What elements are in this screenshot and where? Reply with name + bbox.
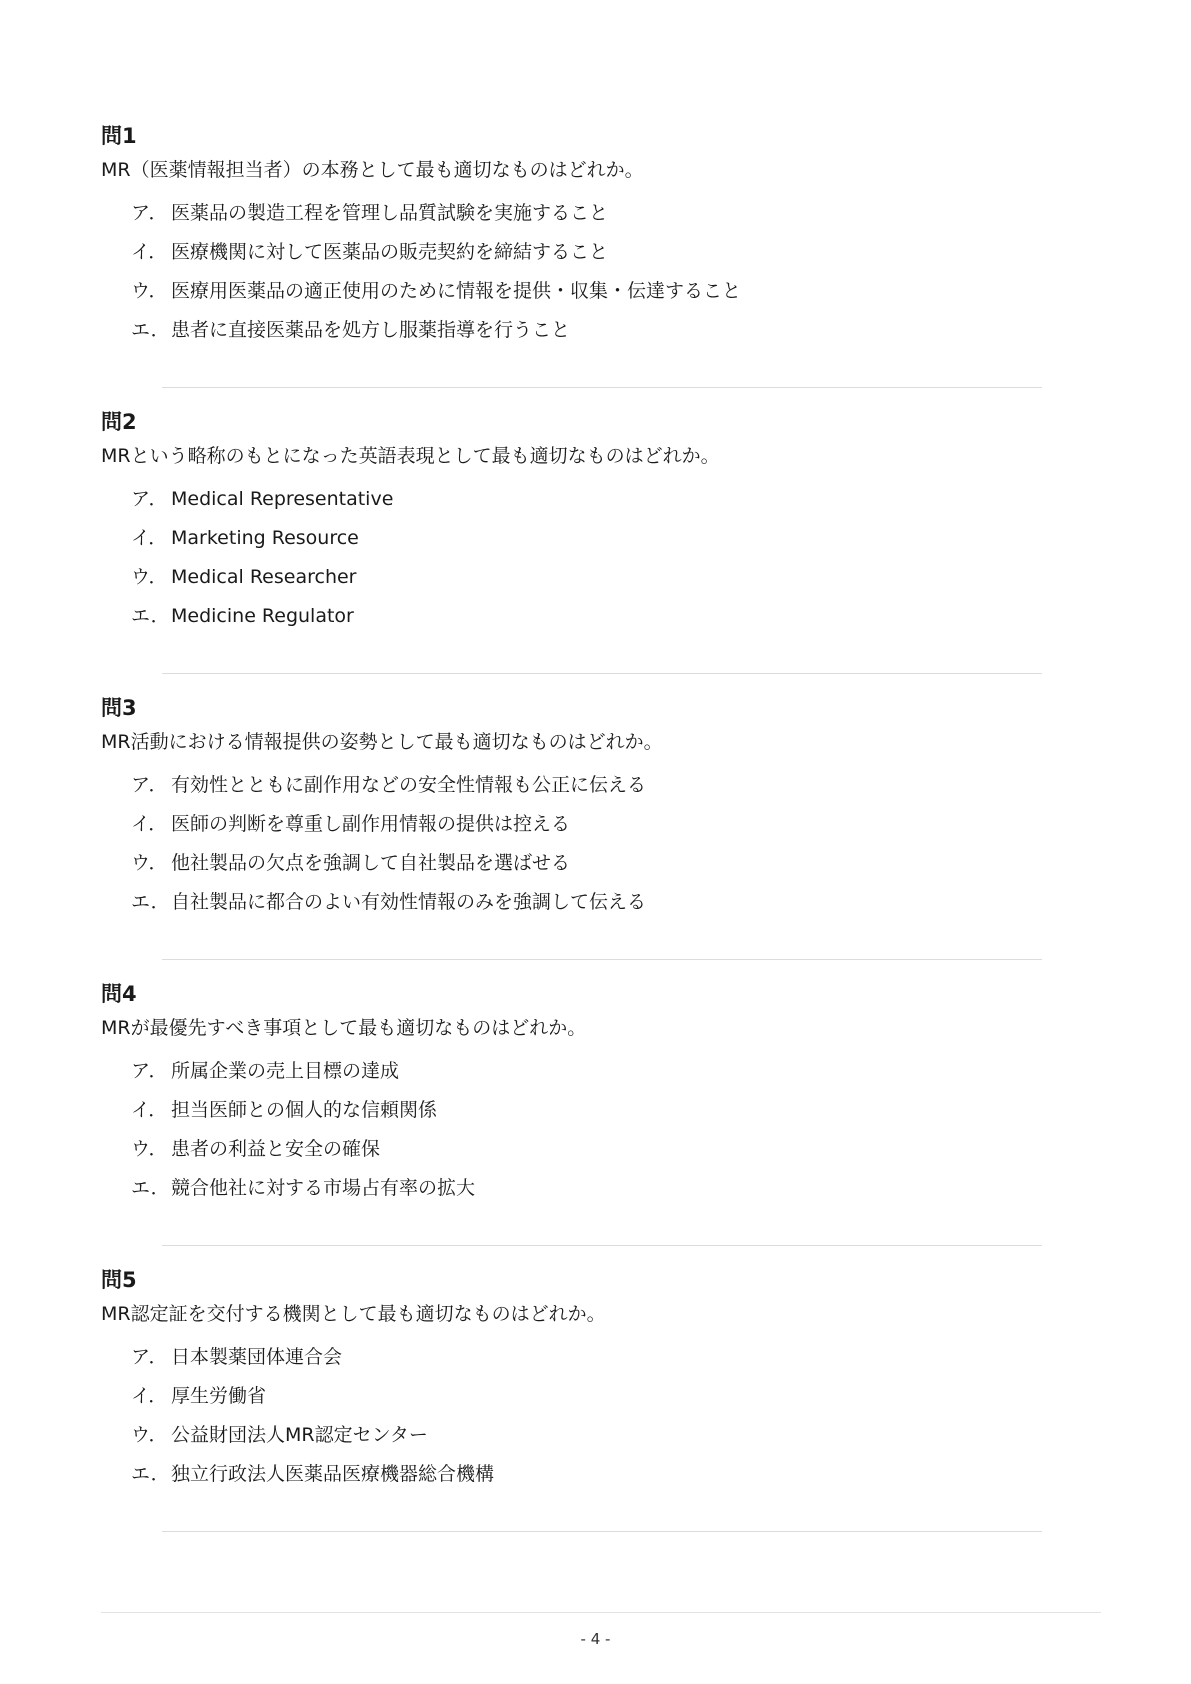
question-text: MR（医薬情報担当者）の本務として最も適切なものはどれか。 xyxy=(101,159,644,181)
choice-label: ア． xyxy=(131,1346,168,1368)
choice-label: エ． xyxy=(131,319,170,341)
choice-label: イ． xyxy=(131,527,168,549)
choice-e xyxy=(131,889,1041,916)
question-number: 問3 xyxy=(101,696,137,720)
choice-text: 所属企業の売上目標の達成 xyxy=(171,1060,400,1082)
question-divider xyxy=(162,387,1042,388)
choice-i xyxy=(131,525,1041,552)
choice-text: 独立行政法人医薬品医療機器総合機構 xyxy=(171,1463,495,1485)
choice-text: 日本製薬団体連合会 xyxy=(171,1346,343,1368)
choice-label: エ． xyxy=(131,1463,170,1485)
choice-i xyxy=(131,1383,1041,1410)
choice-text: 医療用医薬品の適正使用のために情報を提供・収集・伝達すること xyxy=(171,280,742,302)
choice-label: イ． xyxy=(131,241,168,263)
choice-list xyxy=(101,1058,1041,1202)
question-text: MRが最優先すべき事項として最も適切なものはどれか。 xyxy=(101,1017,587,1039)
choice-text: 担当医師との個人的な信頼関係 xyxy=(171,1099,438,1121)
choice-e xyxy=(131,1461,1041,1488)
choice-text: 患者の利益と安全の確保 xyxy=(171,1138,381,1160)
choice-a xyxy=(131,486,1041,513)
question-divider xyxy=(162,1531,1042,1532)
question-text: MRという略称のもとになった英語表現として最も適切なものはどれか。 xyxy=(101,445,720,467)
choice-label: ア． xyxy=(131,774,168,796)
question-number: 問1 xyxy=(101,124,137,148)
choice-text: Marketing Resource xyxy=(171,527,359,549)
choice-label: ア． xyxy=(131,202,168,224)
choice-text: 公益財団法人MR認定センター xyxy=(171,1424,428,1446)
choice-u xyxy=(131,278,1041,305)
choice-label: ウ． xyxy=(131,1138,168,1160)
question-5 xyxy=(101,1266,1041,1500)
choice-label: ア． xyxy=(131,488,168,510)
choice-label: ウ． xyxy=(131,1424,168,1446)
choice-text: 厚生労働省 xyxy=(171,1385,267,1407)
question-2 xyxy=(101,408,1041,642)
question-1 xyxy=(101,122,1041,356)
choice-label: エ． xyxy=(131,1177,170,1199)
choice-label: イ． xyxy=(131,813,168,835)
choice-e xyxy=(131,1175,1041,1202)
choice-text: 有効性とともに副作用などの安全性情報も公正に伝える xyxy=(171,774,647,796)
question-number: 問4 xyxy=(101,982,137,1006)
choice-list xyxy=(101,200,1041,344)
choice-label: エ． xyxy=(131,605,170,627)
question-3 xyxy=(101,694,1041,928)
question-divider xyxy=(162,673,1042,674)
choice-text: Medical Representative xyxy=(171,488,394,510)
question-4 xyxy=(101,980,1041,1214)
choice-label: イ． xyxy=(131,1385,168,1407)
choice-i xyxy=(131,239,1041,266)
question-number: 問5 xyxy=(101,1268,137,1292)
choice-u xyxy=(131,564,1041,591)
choice-u xyxy=(131,1422,1041,1449)
choice-u xyxy=(131,1136,1041,1163)
choice-label: ア． xyxy=(131,1060,168,1082)
choice-i xyxy=(131,1097,1041,1124)
choice-label: イ． xyxy=(131,1099,168,1121)
choice-a xyxy=(131,772,1041,799)
choice-text: 競合他社に対する市場占有率の拡大 xyxy=(171,1177,476,1199)
choice-text: Medical Researcher xyxy=(171,566,357,588)
choice-u xyxy=(131,850,1041,877)
choice-a xyxy=(131,200,1041,227)
choice-label: ウ． xyxy=(131,280,168,302)
question-number: 問2 xyxy=(101,410,137,434)
choice-a xyxy=(131,1058,1041,1085)
choice-text: 医薬品の製造工程を管理し品質試験を実施すること xyxy=(171,202,609,224)
question-divider xyxy=(162,1245,1042,1246)
footer-rule xyxy=(101,1612,1101,1613)
choice-list xyxy=(101,1344,1041,1488)
choice-text: 医療機関に対して医薬品の販売契約を締結すること xyxy=(171,241,609,263)
choice-text: 他社製品の欠点を強調して自社製品を選ばせる xyxy=(171,852,571,874)
choice-a xyxy=(131,1344,1041,1371)
choice-i xyxy=(131,811,1041,838)
choice-list xyxy=(101,772,1041,916)
choice-text: Medicine Regulator xyxy=(171,605,354,627)
choice-list xyxy=(101,486,1041,630)
choice-e xyxy=(131,603,1041,630)
choice-text: 患者に直接医薬品を処方し服薬指導を行うこと xyxy=(171,319,571,341)
choice-label: ウ． xyxy=(131,566,168,588)
question-divider xyxy=(162,959,1042,960)
page-number: - 4 - xyxy=(580,1630,611,1648)
choice-label: ウ． xyxy=(131,852,168,874)
choice-text: 医師の判断を尊重し副作用情報の提供は控える xyxy=(171,813,571,835)
question-text: MR活動における情報提供の姿勢として最も適切なものはどれか。 xyxy=(101,731,663,753)
question-text: MR認定証を交付する機関として最も適切なものはどれか。 xyxy=(101,1303,606,1325)
choice-e xyxy=(131,317,1041,344)
choice-text: 自社製品に都合のよい有効性情報のみを強調して伝える xyxy=(171,891,647,913)
choice-label: エ． xyxy=(131,891,170,913)
